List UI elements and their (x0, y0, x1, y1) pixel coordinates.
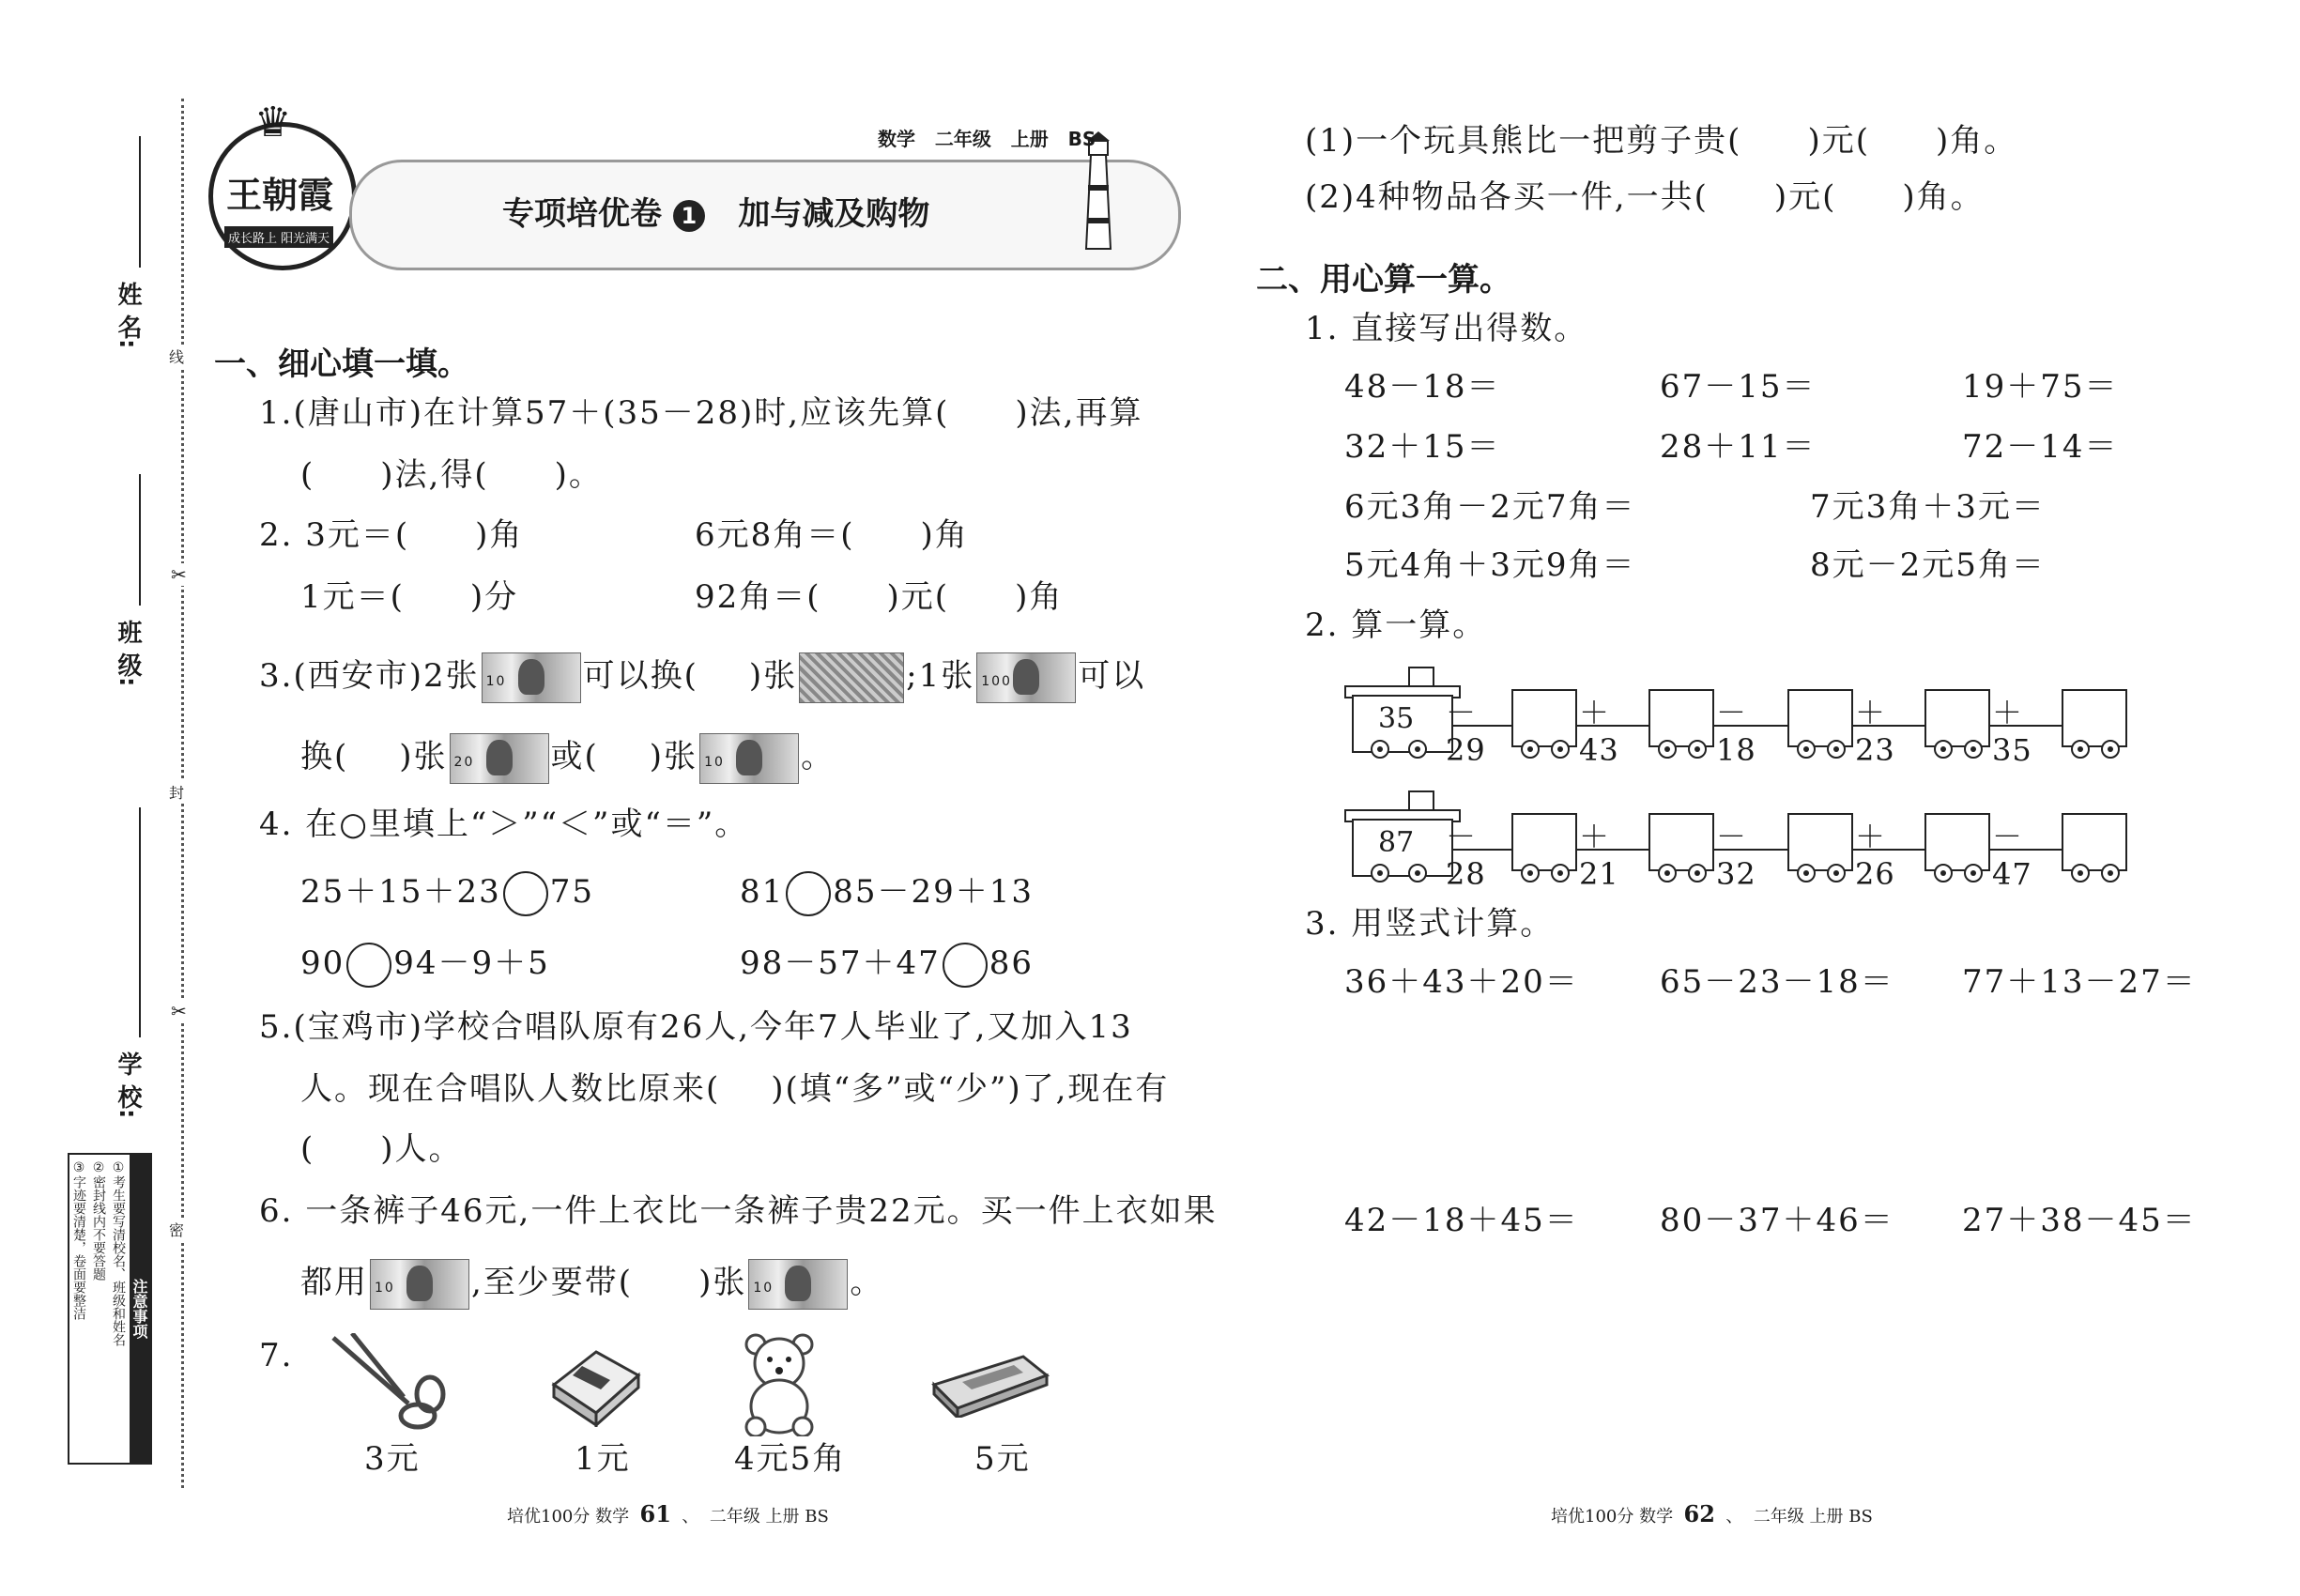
wheel (1934, 864, 1953, 882)
question-1-line1: 1.(唐山市)在计算57＋(35－28)时,应该先算( )法,再算 (259, 394, 1143, 432)
wheel (2071, 864, 2090, 882)
calc-item: 19＋75＝ (1962, 368, 2119, 406)
wheel (2101, 740, 2120, 759)
train-op: ＋43 (1579, 695, 1619, 768)
banknote-5-yuan-icon (799, 652, 904, 703)
wheel (1408, 740, 1427, 759)
wheel (1934, 740, 1953, 759)
answer-car[interactable] (1648, 689, 1714, 747)
wheel (2071, 740, 2090, 759)
question-4: 4. 在○里填上“＞”“＜”或“＝”。 (259, 806, 749, 843)
question-1-line2: ( )法,得( )。 (300, 456, 603, 494)
wheel (1964, 740, 1983, 759)
notice-item: ③字迹要清楚，卷面要整洁 (71, 1160, 86, 1320)
title-number-badge: 1 (673, 200, 705, 232)
seal-char-3: 密 (169, 1219, 184, 1240)
vertical-calc-item: 80－37＋46＝ (1660, 1202, 1894, 1239)
question-3-line1: 3.(西安市)2张 10 可以换( )张 ;1张 100 可以 (259, 650, 1145, 703)
wheel (1371, 740, 1389, 759)
vertical-calc-item: 65－23－18＝ (1660, 963, 1894, 1001)
wheel (1797, 864, 1816, 882)
logo-crown-icon: ♛ (254, 99, 292, 146)
vertical-calc-item: 36＋43＋20＝ (1344, 963, 1579, 1001)
compare-item: 25＋15＋23 75 (300, 871, 594, 916)
logo (208, 99, 357, 270)
school-line[interactable] (139, 807, 141, 1037)
calc-item: 67－15＝ (1660, 368, 1817, 406)
page-title (502, 188, 929, 234)
scissors-icon (329, 1333, 451, 1440)
answer-car[interactable] (1648, 813, 1714, 871)
notice-box (68, 1153, 152, 1465)
page-number: 62 (1683, 1500, 1715, 1527)
question-3-line2: 换( )张 20 或( )张 10 。 (300, 730, 835, 784)
answer-car[interactable] (2062, 813, 2127, 871)
subq-3-title: 3. 用竖式计算。 (1305, 905, 1555, 943)
notice-title: 注意事项 (130, 1155, 150, 1463)
train-op: －18 (1716, 695, 1756, 768)
price-teddy-bear: 4元5角 (734, 1440, 847, 1478)
question-5-line2: 人。现在合唱队人数比原来( )(填“多”或“少”)了,现在有 (300, 1070, 1170, 1108)
question-6-line2: 都用 10 ,至少要带( )张 10 。 (300, 1256, 883, 1310)
question-2b: 6元8角＝( )角 (695, 516, 969, 554)
train-start-number: 35 (1378, 702, 1415, 735)
wheel (1408, 864, 1427, 882)
footer-left: 培优100分 数学 61 、 二年级 上册 BS (507, 1500, 829, 1527)
answer-car[interactable] (1511, 813, 1577, 871)
wheel (1551, 740, 1570, 759)
calc-item: 8元－2元5角＝ (1810, 546, 2046, 584)
banknote-100-yuan-icon: 100 (976, 652, 1076, 703)
name-label: 姓 名: (114, 282, 142, 349)
train-op: ＋35 (1992, 695, 2032, 768)
calc-item: 32＋15＝ (1344, 428, 1501, 466)
wheel (2101, 864, 2120, 882)
question-6-line1: 6. 一条裤子46元,一件上衣比一条裤子贵22元。买一件上衣如果 (259, 1192, 1218, 1230)
pencil-case-icon (929, 1352, 1051, 1421)
wheel (1964, 864, 1983, 882)
compare-item: 90 94－9＋5 (300, 943, 550, 988)
class-line[interactable] (139, 474, 141, 606)
subq-2-title: 2. 算一算。 (1305, 606, 1487, 644)
price-scissors: 3元 (364, 1440, 421, 1478)
calc-item: 5元4角＋3元9角＝ (1344, 546, 1636, 584)
answer-car[interactable] (1511, 689, 1577, 747)
section2-heading: 二、用心算一算。 (1256, 261, 1511, 299)
banknote-10-yuan-icon: 10 (748, 1259, 848, 1310)
question-2c: 1元＝( )分 (300, 578, 519, 616)
scissor-icon: ✂ (171, 1000, 187, 1022)
class-label: 班 级: (114, 620, 142, 687)
wheel (1688, 864, 1707, 882)
meta-grade: 二年级 (934, 128, 991, 150)
footer-right: 培优100分 数学 62 、 二年级 上册 BS (1551, 1500, 1873, 1527)
meta-edition: BS (1067, 128, 1096, 150)
eraser-icon (544, 1343, 648, 1431)
question-2a: 2. 3元＝( )角 (259, 516, 524, 554)
banknote-10-yuan-icon: 10 (370, 1259, 469, 1310)
subq-1-title: 1. 直接写出得数。 (1305, 310, 1588, 347)
school-label: 学 校: (114, 1051, 142, 1119)
binding-margin (0, 0, 188, 1596)
calc-item: 48－18＝ (1344, 368, 1501, 406)
title-main: 加与减及购物 (738, 195, 930, 233)
calc-item: 6元3角－2元7角＝ (1344, 488, 1636, 526)
calc-item: 72－14＝ (1962, 428, 2119, 466)
calc-item: 7元3角＋3元＝ (1810, 488, 2046, 526)
notice-item: ②密封线内不要答题 (91, 1160, 106, 1281)
train-op: －29 (1446, 695, 1486, 768)
page-number: 61 (639, 1500, 671, 1527)
name-line[interactable] (139, 136, 141, 268)
question-7-2: (2)4种物品各买一件,一共( )元( )角。 (1305, 178, 1985, 216)
train-op: －47 (1992, 819, 2032, 892)
meta-subject: 数学 (878, 128, 915, 150)
compare-circle[interactable] (503, 871, 548, 916)
wheel (1827, 740, 1846, 759)
banknote-10-yuan-icon: 10 (699, 733, 799, 784)
question-5-line1: 5.(宝鸡市)学校合唱队原有26人,今年7人毕业了,又加入13 (259, 1008, 1133, 1046)
train-op: －28 (1446, 819, 1486, 892)
wheel (1521, 864, 1540, 882)
train-op: ＋26 (1855, 819, 1895, 892)
wheel (1797, 740, 1816, 759)
notice-item: ①考生要写清校名、班级和姓名 (111, 1160, 126, 1346)
wheel (1658, 864, 1677, 882)
question-7-number: 7. (259, 1337, 294, 1374)
seal-char-2: 封 (169, 781, 184, 803)
train-op: －32 (1716, 819, 1756, 892)
wheel (1658, 740, 1677, 759)
compare-item: 98－57＋47 86 (740, 943, 1034, 988)
banknote-20-yuan-icon: 20 (450, 733, 549, 784)
answer-car[interactable] (1924, 813, 1990, 871)
wheel (1521, 740, 1540, 759)
question-2d: 92角＝( )元( )角 (695, 578, 1064, 616)
teddy-bear-icon (732, 1333, 826, 1440)
vertical-calc-item: 42－18＋45＝ (1344, 1202, 1579, 1239)
seal-char-1: 线 (169, 345, 184, 367)
compare-circle[interactable] (346, 943, 391, 988)
answer-car[interactable] (1924, 689, 1990, 747)
meta-volume: 上册 (1010, 128, 1049, 150)
logo-text: 王朝霞 (226, 174, 334, 216)
scissor-icon: ✂ (171, 563, 187, 586)
banknote-10-yuan-icon: 10 (482, 652, 581, 703)
train-start-number: 87 (1378, 826, 1415, 859)
train-op: ＋21 (1579, 819, 1619, 892)
compare-circle[interactable] (786, 871, 831, 916)
answer-car[interactable] (1787, 689, 1853, 747)
train-op: ＋23 (1855, 695, 1895, 768)
question-7-1: (1)一个玩具熊比一把剪子贵( )元( )角。 (1305, 122, 2018, 160)
wheel (1827, 864, 1846, 882)
wheel (1551, 864, 1570, 882)
question-5-line3: ( )人。 (300, 1130, 463, 1168)
answer-car[interactable] (2062, 689, 2127, 747)
price-eraser: 1元 (575, 1440, 631, 1478)
vertical-calc-item: 77＋13－27＝ (1962, 963, 2197, 1001)
answer-car[interactable] (1787, 813, 1853, 871)
wheel (1688, 740, 1707, 759)
section1-heading: 一、细心填一填。 (214, 345, 469, 383)
price-pencil-case: 5元 (974, 1440, 1031, 1478)
title-prefix: 专项培优卷 (502, 195, 662, 233)
vertical-calc-item: 27＋38－45＝ (1962, 1202, 2197, 1239)
wheel (1371, 864, 1389, 882)
compare-item: 81 85－29＋13 (740, 871, 1034, 916)
header-meta (878, 124, 1096, 151)
calc-item: 28＋11＝ (1660, 428, 1817, 466)
compare-circle[interactable] (943, 943, 988, 988)
logo-slogan: 成长路上 阳光满天 (224, 226, 333, 248)
